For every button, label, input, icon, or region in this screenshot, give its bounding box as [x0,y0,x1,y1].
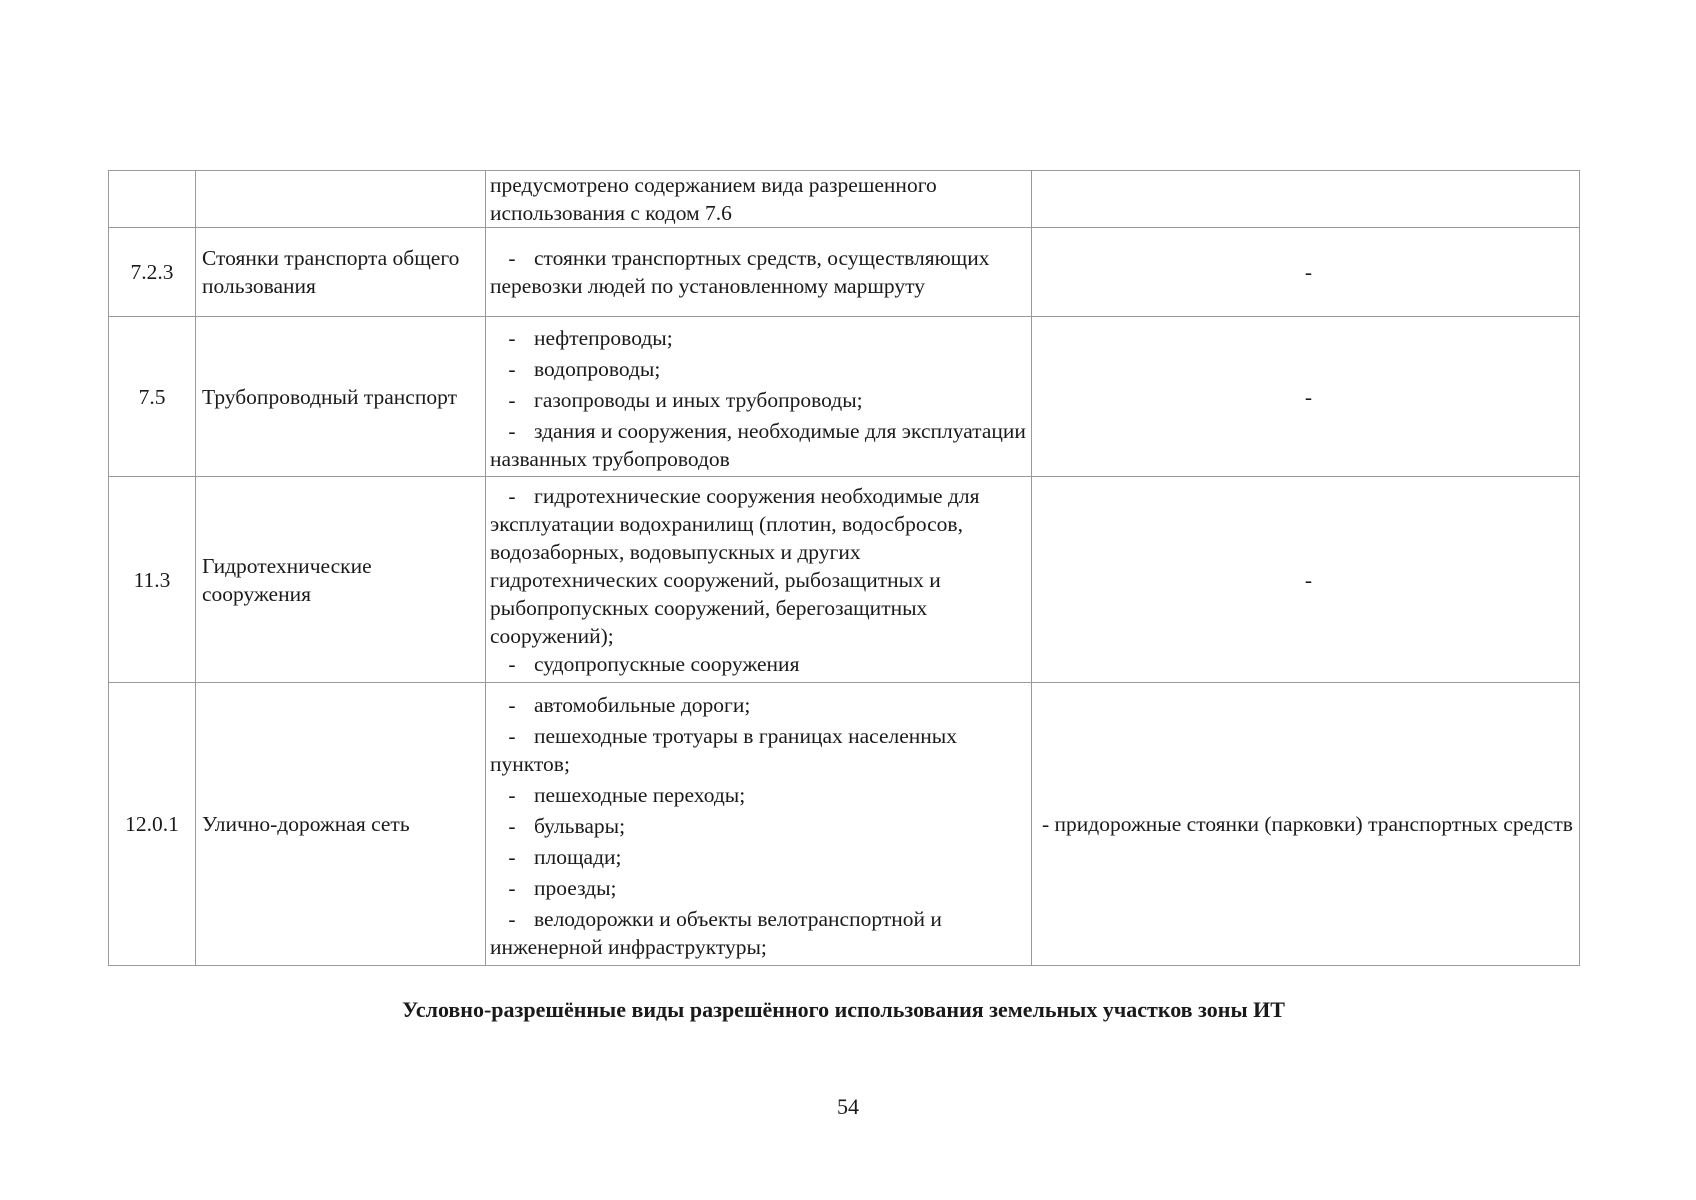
description-item-text: пешеходные тротуары в границах населенных пунктов; [490,723,957,776]
use-code-cell: 12.0.1 [109,683,196,966]
description-item-text: велодорожки и объекты велотранспортной и инженерной инфраструктуры; [490,906,942,959]
description-line: использования с кодом 7.6 [490,201,732,225]
use-name-cell: Стоянки транспорта общего пользования [196,228,486,317]
description-item [490,781,1031,809]
description-item-text: бульвары; [534,813,626,838]
description-item-text: здания и сооружения, необходимые для эксплуатации названных трубопроводов [490,418,1026,471]
page-number: 54 [837,1094,859,1119]
description-item-text: нефтепроводы; [534,325,673,350]
list-dash: - [508,325,516,350]
use-name-cell: Улично-дорожная сеть [196,683,486,966]
table-row [109,228,1580,317]
auxiliary-use-cell: - придорожные стоянки (парковки) транспортных средств [1032,683,1580,966]
section-heading: Условно-разрешённые виды разрешённого использования земельных участков зоны ИТ [402,997,1285,1022]
description-item [490,650,1031,678]
description-item [490,482,1031,650]
land-use-table [108,170,1580,966]
use-description-cell [486,477,1032,683]
description-item [490,722,1031,778]
list-dash: - [508,723,516,748]
description-item-text: газопроводы и иных трубопроводы; [534,387,863,412]
description-item-text: пешеходные переходы; [534,782,746,807]
description-item [490,874,1031,902]
auxiliary-use-cell: - [1032,317,1580,477]
description-item [490,324,1031,352]
description-item-text: автомобильные дороги; [534,692,751,717]
description-item-text: площади; [534,844,622,869]
description-item-text: проезды; [534,875,617,900]
list-dash: - [508,651,516,676]
description-item [490,691,1031,719]
use-name-cell [196,171,486,228]
description-item-text: стоянки транспортных средств, осуществляющих перевозки людей по установленному маршруту [490,246,990,298]
description-item [490,244,1031,300]
list-dash: - [508,875,516,900]
list-dash: - [508,692,516,717]
list-dash: - [508,483,516,508]
table-row [109,683,1580,966]
list-dash: - [508,418,516,443]
use-description-cell [486,683,1032,966]
description-item [490,812,1031,840]
description-item [490,843,1031,871]
use-name-cell: Гидротехнические сооружения [196,477,486,683]
list-dash: - [508,844,516,869]
description-item [490,905,1031,961]
use-code-cell: 7.2.3 [109,228,196,317]
use-description-cell [486,317,1032,477]
description-item-text: судопропускные сооружения [534,651,800,676]
list-dash: - [508,782,516,807]
description-item-text: гидротехнические сооружения необходимые для эксплуатации водохранилищ (плотин, водосбросов, водозаборных, водовыпускных и других гидротехнических сооружений, рыбозащитных и рыбопропускных сооружений, берегозащитных сооружений); [490,483,980,648]
table-row [109,317,1580,477]
description-line: предусмотрено содержанием вида разрешенного [490,173,937,197]
description-item [490,355,1031,383]
use-code-cell [109,171,196,228]
description-item [490,386,1031,414]
auxiliary-use-cell: - [1032,228,1580,317]
table-row [109,477,1580,683]
list-dash: - [508,356,516,381]
use-code-cell: 11.3 [109,477,196,683]
use-code-cell: 7.5 [109,317,196,477]
use-description-cell [486,171,1032,228]
use-description-cell [486,228,1032,317]
description-item [490,417,1031,473]
auxiliary-use-cell: - [1032,477,1580,683]
list-dash: - [508,906,516,931]
auxiliary-use-cell [1032,171,1580,228]
list-dash: - [508,246,516,270]
use-name-cell: Трубопроводный транспорт [196,317,486,477]
table-row [109,171,1580,228]
description-item-text: водопроводы; [534,356,661,381]
list-dash: - [508,813,516,838]
list-dash: - [508,387,516,412]
